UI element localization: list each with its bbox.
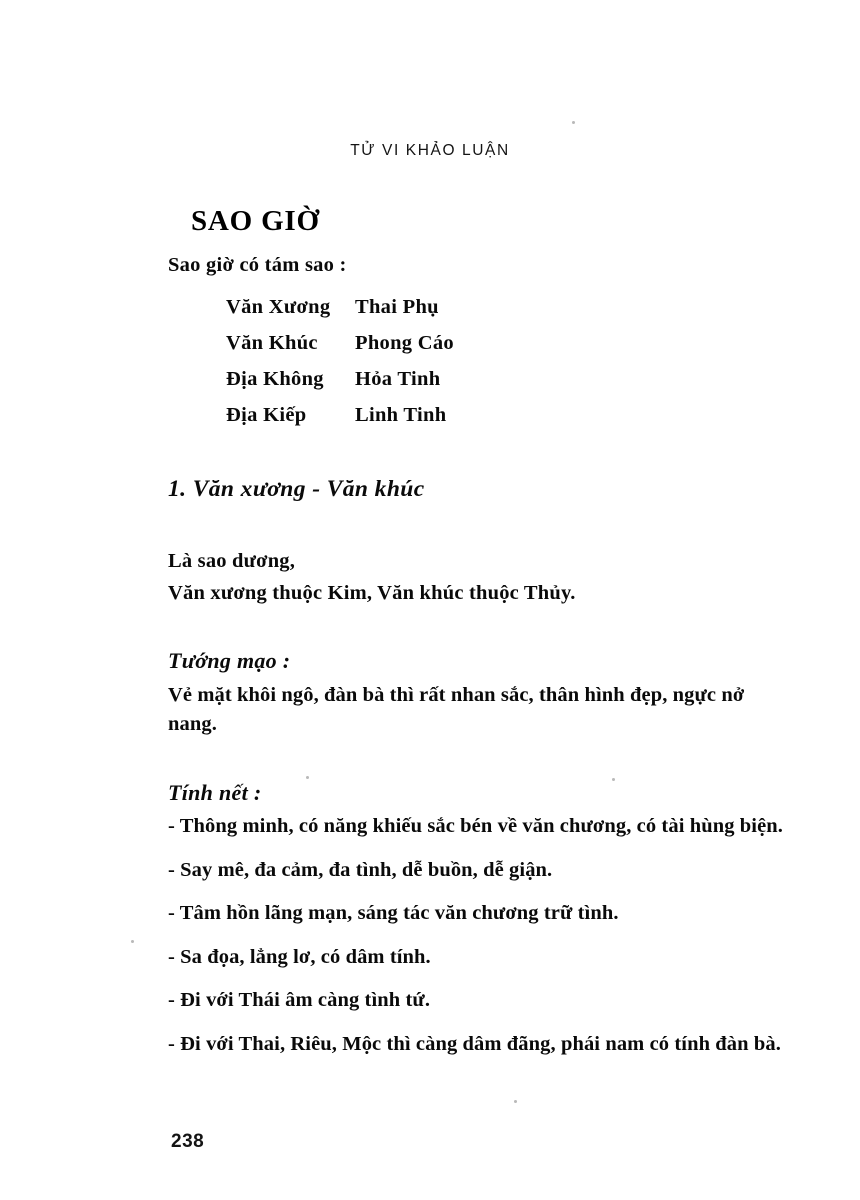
star-name-right: Thai Phụ: [355, 295, 439, 318]
section-intro-line-1: Là sao dương,: [168, 549, 296, 572]
appearance-paragraph: Vẻ mặt khôi ngô, đàn bà thì rất nhan sắc, thân hình đẹp, ngực nở nang.: [168, 683, 745, 736]
running-header: TỬ VI KHẢO LUẬN: [350, 142, 510, 159]
scan-speck: [514, 1100, 517, 1103]
star-name-left: Địa Kiếp: [226, 403, 307, 426]
list-item: - Tâm hồn lãng mạn, sáng tác văn chương trữ tình.: [168, 902, 619, 925]
star-name-right: Phong Cáo: [355, 331, 454, 354]
star-name-list: [168, 289, 793, 433]
main-text-column: [168, 253, 793, 1073]
star-name-left: Văn Khúc: [226, 331, 318, 354]
star-name-right: Hỏa Tinh: [355, 367, 441, 390]
star-name-right: Linh Tinh: [355, 403, 447, 426]
star-list-row: [168, 289, 793, 325]
temperament-bullet-list: [168, 812, 793, 1059]
section-intro-line-2: Văn xương thuộc Kim, Văn khúc thuộc Thủy.: [168, 581, 576, 604]
intro-line: Sao giờ có tám sao :: [168, 254, 347, 276]
scan-speck: [572, 121, 575, 124]
list-item: - Đi với Thái âm càng tình tứ.: [168, 989, 431, 1012]
section-heading: 1. Văn xương - Văn khúc: [168, 475, 425, 502]
subheading-appearance: Tướng mạo :: [168, 648, 291, 674]
star-name-left: Địa Không: [226, 367, 324, 390]
star-list-row: [168, 397, 793, 433]
star-list-row: [168, 325, 793, 361]
list-item: - Đi với Thai, Riêu, Mộc thì càng dâm đãng, phái nam có tính đàn bà.: [168, 1032, 781, 1055]
scan-speck: [131, 940, 134, 943]
star-name-left: Văn Xương: [226, 295, 331, 318]
page-title: SAO GIỜ: [191, 205, 320, 238]
subheading-temperament: Tính nết :: [168, 779, 262, 805]
page-number: 238: [171, 1131, 205, 1152]
star-list-row: [168, 361, 793, 397]
list-item: - Sa đọa, lẳng lơ, có dâm tính.: [168, 945, 431, 968]
list-item: - Thông minh, có năng khiếu sắc bén về văn chương, có tài hùng biện.: [168, 815, 784, 838]
list-item: - Say mê, đa cảm, đa tình, dễ buồn, dễ giận.: [168, 858, 553, 881]
